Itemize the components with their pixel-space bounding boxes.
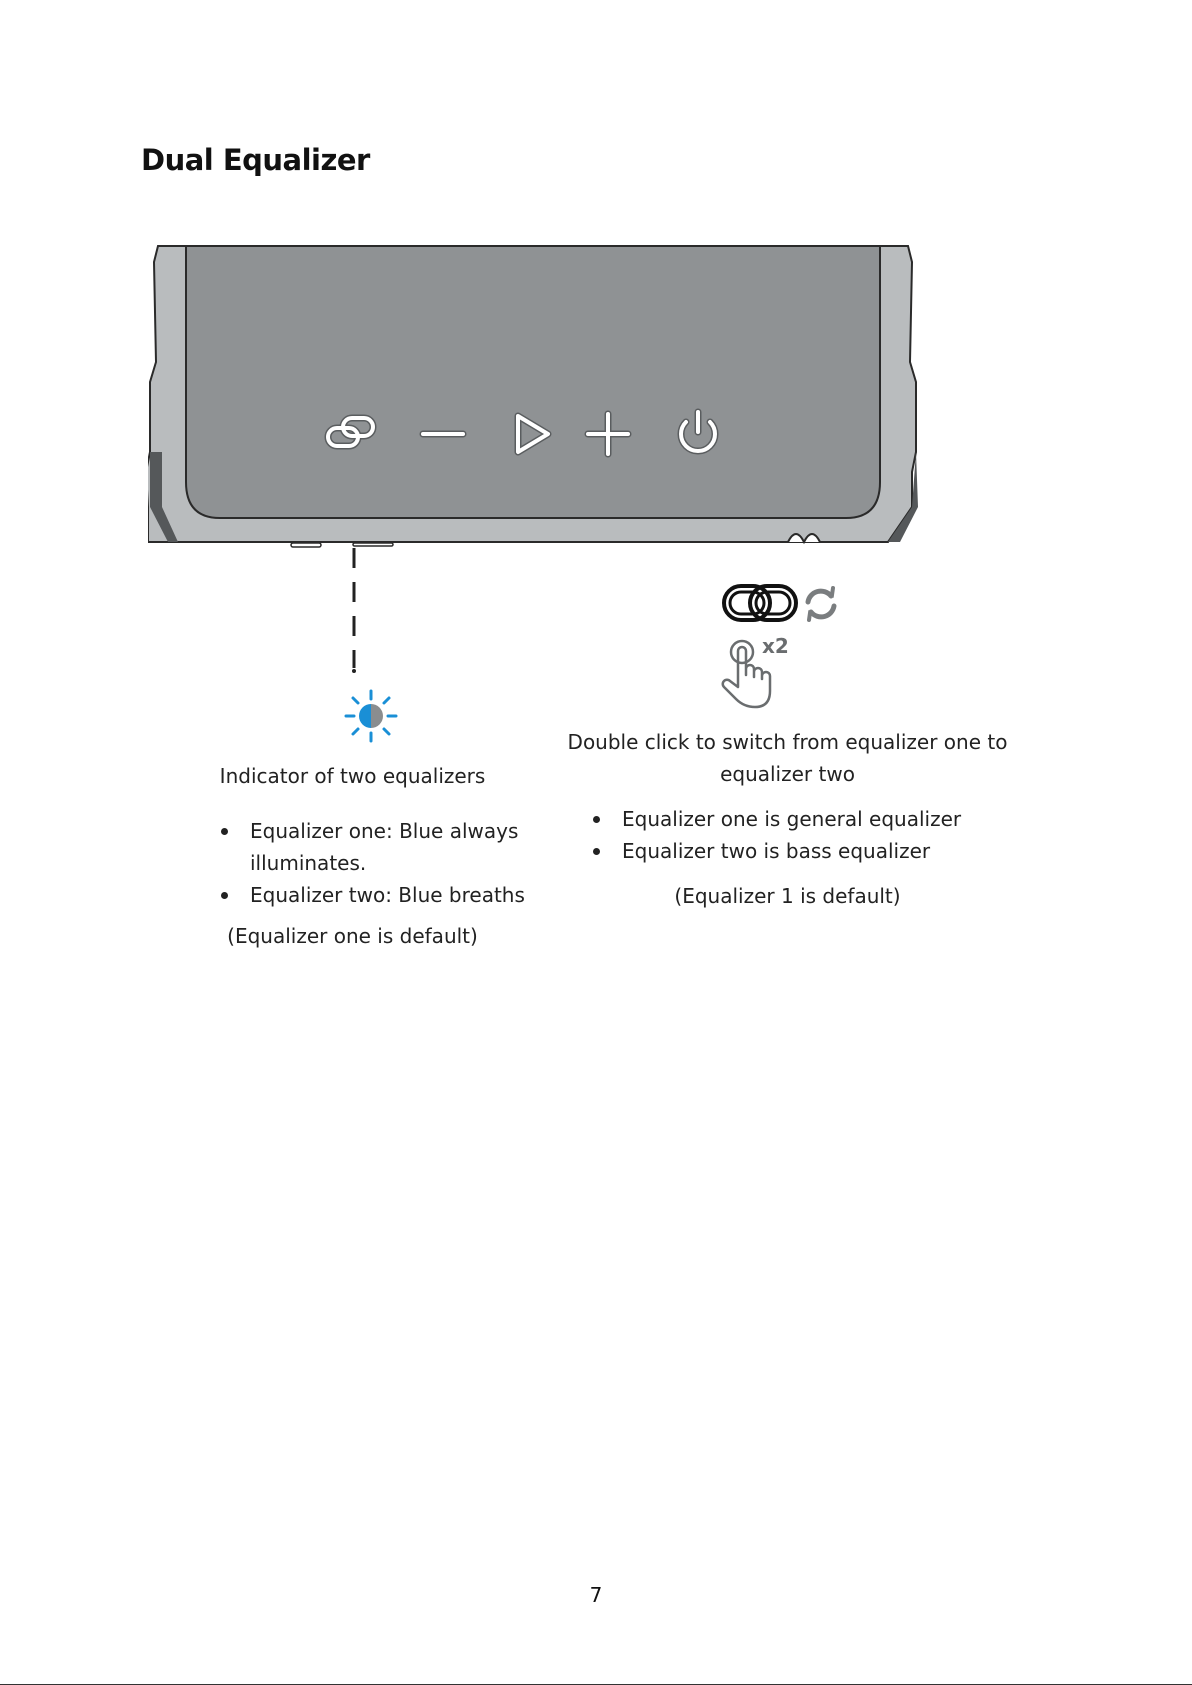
double-tap-label: x2 [762, 635, 789, 658]
list-item: Equalizer two: Blue breaths [214, 879, 544, 911]
list-item: Equalizer one is general equalizer [586, 803, 1006, 835]
speaker-device-illustration [148, 242, 918, 574]
indicator-note: (Equalizer one is default) [227, 924, 478, 948]
indicator-leader-line [349, 548, 359, 676]
indicator-list [214, 815, 544, 911]
switch-note: (Equalizer 1 is default) [674, 884, 901, 908]
link-switch-icon [721, 580, 841, 628]
switch-list [586, 803, 1006, 867]
list-item: Equalizer one: Blue always illuminates. [214, 815, 544, 879]
double-tap-icon [720, 635, 810, 711]
led-indicator-slot [353, 543, 393, 546]
top-panel [186, 246, 880, 518]
list-item: Equalizer two is bass equalizer [586, 835, 1006, 867]
refresh-icon [808, 588, 834, 620]
page-title: Dual Equalizer [141, 143, 370, 177]
indicator-heading: Indicator of two equalizers [219, 764, 486, 788]
charge-slot [291, 543, 321, 547]
indicator-light-icon [343, 688, 399, 744]
page-number: 7 [589, 1583, 603, 1607]
switch-heading: Double click to switch from equalizer one to equalizer two [567, 730, 1008, 786]
